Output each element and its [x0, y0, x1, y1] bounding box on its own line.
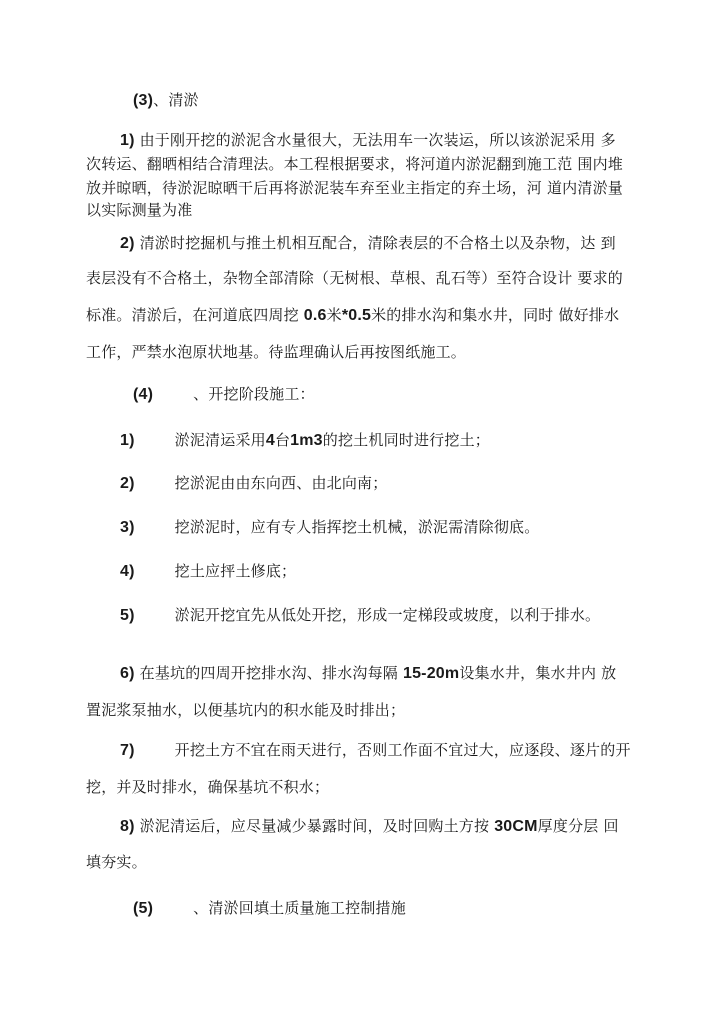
p2-line-4: 工作，严禁水泡原状地基。待监理确认后再按图纸施工。 [86, 343, 467, 361]
s4-item-6-spacing: 15-20m [402, 665, 460, 682]
s4-item-6-line-1 [120, 663, 616, 684]
section-3-number: (3) [133, 92, 154, 109]
p2-text-1: 清淤时挖掘机与推土机相互配合，清除表层的不合格土以及杂物，达 到 [139, 234, 616, 252]
section-5-number: (5) [133, 900, 154, 917]
s4-item-7-text-1: 开挖土方不宜在雨天进行，否则工作面不宜过大，应逐段、逐片的开 [174, 741, 631, 759]
section-4-number: (4) [133, 386, 154, 403]
p1-line-1 [120, 130, 616, 151]
s4-item-4-text: 挖土应抨土修底； [174, 562, 297, 580]
s4-item-7-number: 7) [120, 742, 135, 759]
section-5-title: 、清淤回填土质量施工控制措施 [193, 899, 406, 917]
s4-item-1-capacity: 1m3 [290, 432, 323, 449]
p2-line-3 [86, 305, 619, 326]
s4-item-2 [120, 473, 387, 494]
s4-item-8-number: 8) [120, 818, 135, 835]
s4-item-1 [120, 430, 490, 451]
s4-item-7-line-2: 挖，并及时排水，确保基坑不积水； [86, 778, 330, 796]
s4-item-1-count: 4 [265, 432, 275, 449]
p2-line-1 [120, 233, 616, 254]
p1-text-1: 由于刚开挖的淤泥含水量很大，无法用车一次装运，所以该淤泥采用 多 [139, 131, 616, 149]
s4-item-6-line-2: 置泥浆泵抽水，以便基坑内的积水能及时排出； [86, 701, 406, 719]
s4-item-1-text-c: 的挖土机同时进行挖土； [322, 431, 490, 449]
section-4-title: 、开挖阶段施工： [193, 385, 315, 403]
s4-item-1-number: 1) [120, 432, 135, 449]
s4-item-3-text: 挖淤泥时，应有专人指挥挖土机械，淤泥需清除彻底。 [174, 518, 540, 536]
p2-number: 2) [120, 235, 135, 252]
s4-item-4 [120, 561, 296, 582]
s4-item-1-text-a: 淤泥清运采用 [174, 431, 266, 449]
p2-line-2: 表层没有不合格土，杂物全部清除（无树根、草根、乱石等）至符合设计 要求的 [86, 269, 623, 287]
s4-item-8-line-2: 填夯实。 [86, 853, 147, 871]
s4-item-8-line-1 [120, 816, 619, 837]
section-3-heading [133, 90, 199, 111]
p1-line-2: 次转运、翻晒相结合清理法。本工程根据要求，将河道内淤泥翻到施工范 围内堆 [86, 155, 623, 173]
s4-item-8-text-b: 厚度分层 回 [537, 817, 619, 835]
s4-item-6-number: 6) [120, 665, 135, 682]
s4-item-2-number: 2) [120, 475, 135, 492]
p1-number: 1) [120, 132, 135, 149]
p2-dim-2: *0.5 [341, 307, 372, 324]
section-4-heading [133, 384, 315, 405]
s4-item-5 [120, 605, 600, 626]
s4-item-6-text-b: 设集水井，集水井内 放 [459, 664, 617, 682]
p1-line-3: 放并晾晒，待淤泥晾晒干后再将淤泥装车弃至业主指定的弃土场，河 道内清淤量 [86, 179, 623, 197]
p1-line-4: 以实际测量为准 [86, 201, 193, 219]
s4-item-5-text: 淤泥开挖宜先从低处开挖，形成一定梯段或坡度，以利于排水。 [174, 606, 601, 624]
s4-item-1-text-b: 台 [274, 431, 291, 449]
s4-item-6-text-a: 在基坑的四周开挖排水沟、排水沟每隔 [139, 664, 403, 682]
p2-dim-1: 0.6 [303, 307, 327, 324]
s4-item-3 [120, 517, 539, 538]
section-3-title: 、清淤 [153, 91, 199, 109]
s4-item-5-number: 5) [120, 607, 135, 624]
section-5-heading [133, 898, 406, 919]
s4-item-4-number: 4) [120, 563, 135, 580]
s4-item-8-text-a: 淤泥清运后，应尽量减少暴露时间，及时回购土方按 [139, 817, 495, 835]
p2-text-3b: 米 [326, 306, 342, 324]
s4-item-7-line-1 [120, 740, 631, 761]
s4-item-3-number: 3) [120, 519, 135, 536]
p2-text-3a: 标准。清淤后，在河道底四周挖 [86, 306, 304, 324]
s4-item-2-text: 挖淤泥由由东向西、由北向南； [174, 474, 388, 492]
p2-text-3c: 米的排水沟和集水井，同时 做好排水 [371, 306, 620, 324]
s4-item-8-thickness: 30CM [494, 818, 538, 835]
